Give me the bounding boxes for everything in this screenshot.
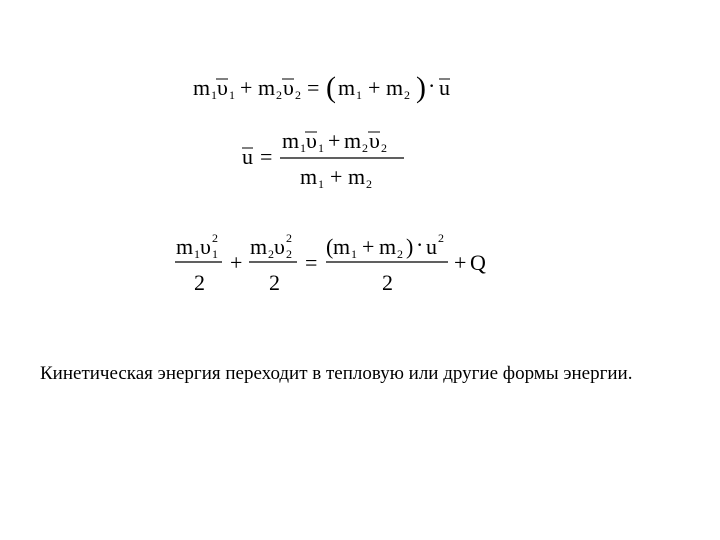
svg-text:2: 2 xyxy=(404,88,410,102)
svg-text:1: 1 xyxy=(229,88,235,102)
svg-text:1: 1 xyxy=(212,247,218,261)
svg-text:): ) xyxy=(406,234,414,259)
svg-text:1: 1 xyxy=(351,247,357,261)
svg-text:m: m xyxy=(348,164,366,189)
svg-text:2: 2 xyxy=(269,270,280,295)
svg-text:·: · xyxy=(416,232,424,257)
svg-text:2: 2 xyxy=(276,88,282,102)
svg-text:): ) xyxy=(416,71,426,104)
svg-text:2: 2 xyxy=(382,270,393,295)
svg-text:2: 2 xyxy=(438,231,444,245)
svg-text:υ: υ xyxy=(369,128,380,153)
svg-text:+: + xyxy=(230,250,243,275)
svg-text:+: + xyxy=(240,75,253,100)
momentum-equation xyxy=(190,68,470,108)
svg-text:1: 1 xyxy=(318,177,324,191)
svg-text:υ: υ xyxy=(217,75,228,100)
svg-text:u: u xyxy=(426,234,437,259)
svg-text:m: m xyxy=(344,128,362,153)
svg-text:m: m xyxy=(300,164,318,189)
svg-text:υ: υ xyxy=(200,234,211,259)
svg-text:2: 2 xyxy=(362,141,368,155)
svg-text:υ: υ xyxy=(283,75,294,100)
svg-text:2: 2 xyxy=(381,141,387,155)
svg-text:υ: υ xyxy=(306,128,317,153)
svg-text:+: + xyxy=(454,250,467,275)
svg-text:(: ( xyxy=(326,71,336,104)
svg-text:1: 1 xyxy=(194,247,200,261)
svg-text:m: m xyxy=(250,234,268,259)
svg-text:Q: Q xyxy=(470,250,486,275)
svg-text:2: 2 xyxy=(295,88,301,102)
svg-text:υ: υ xyxy=(274,234,285,259)
svg-text:=: = xyxy=(305,250,318,275)
svg-text:u: u xyxy=(439,75,450,100)
svg-text:m: m xyxy=(379,234,397,259)
svg-text:m: m xyxy=(338,75,356,100)
svg-text:·: · xyxy=(428,73,436,98)
svg-text:(: ( xyxy=(326,234,334,259)
svg-text:2: 2 xyxy=(268,247,274,261)
svg-text:+: + xyxy=(330,164,343,189)
svg-text:1: 1 xyxy=(318,141,324,155)
svg-text:+: + xyxy=(368,75,381,100)
svg-text:2: 2 xyxy=(397,247,403,261)
svg-text:1: 1 xyxy=(300,141,306,155)
energy-equation xyxy=(172,228,512,298)
svg-text:2: 2 xyxy=(194,270,205,295)
svg-text:m: m xyxy=(258,75,276,100)
svg-text:1: 1 xyxy=(211,88,217,102)
svg-text:m: m xyxy=(386,75,404,100)
svg-text:2: 2 xyxy=(212,231,218,245)
svg-text:+: + xyxy=(362,234,375,259)
svg-text:=: = xyxy=(260,144,273,169)
svg-text:2: 2 xyxy=(366,177,372,191)
svg-text:m: m xyxy=(193,75,211,100)
svg-text:2: 2 xyxy=(286,247,292,261)
svg-text:m: m xyxy=(282,128,300,153)
svg-text:m: m xyxy=(333,234,351,259)
svg-text:m: m xyxy=(176,234,194,259)
svg-text:u: u xyxy=(242,144,253,169)
svg-text:=: = xyxy=(307,75,320,100)
svg-text:1: 1 xyxy=(356,88,362,102)
svg-text:+: + xyxy=(328,128,341,153)
svg-text:2: 2 xyxy=(286,231,292,245)
velocity-equation xyxy=(238,128,418,194)
caption-text: Кинетическая энергия переходит в тепловую или другие формы энергии. xyxy=(40,363,633,384)
